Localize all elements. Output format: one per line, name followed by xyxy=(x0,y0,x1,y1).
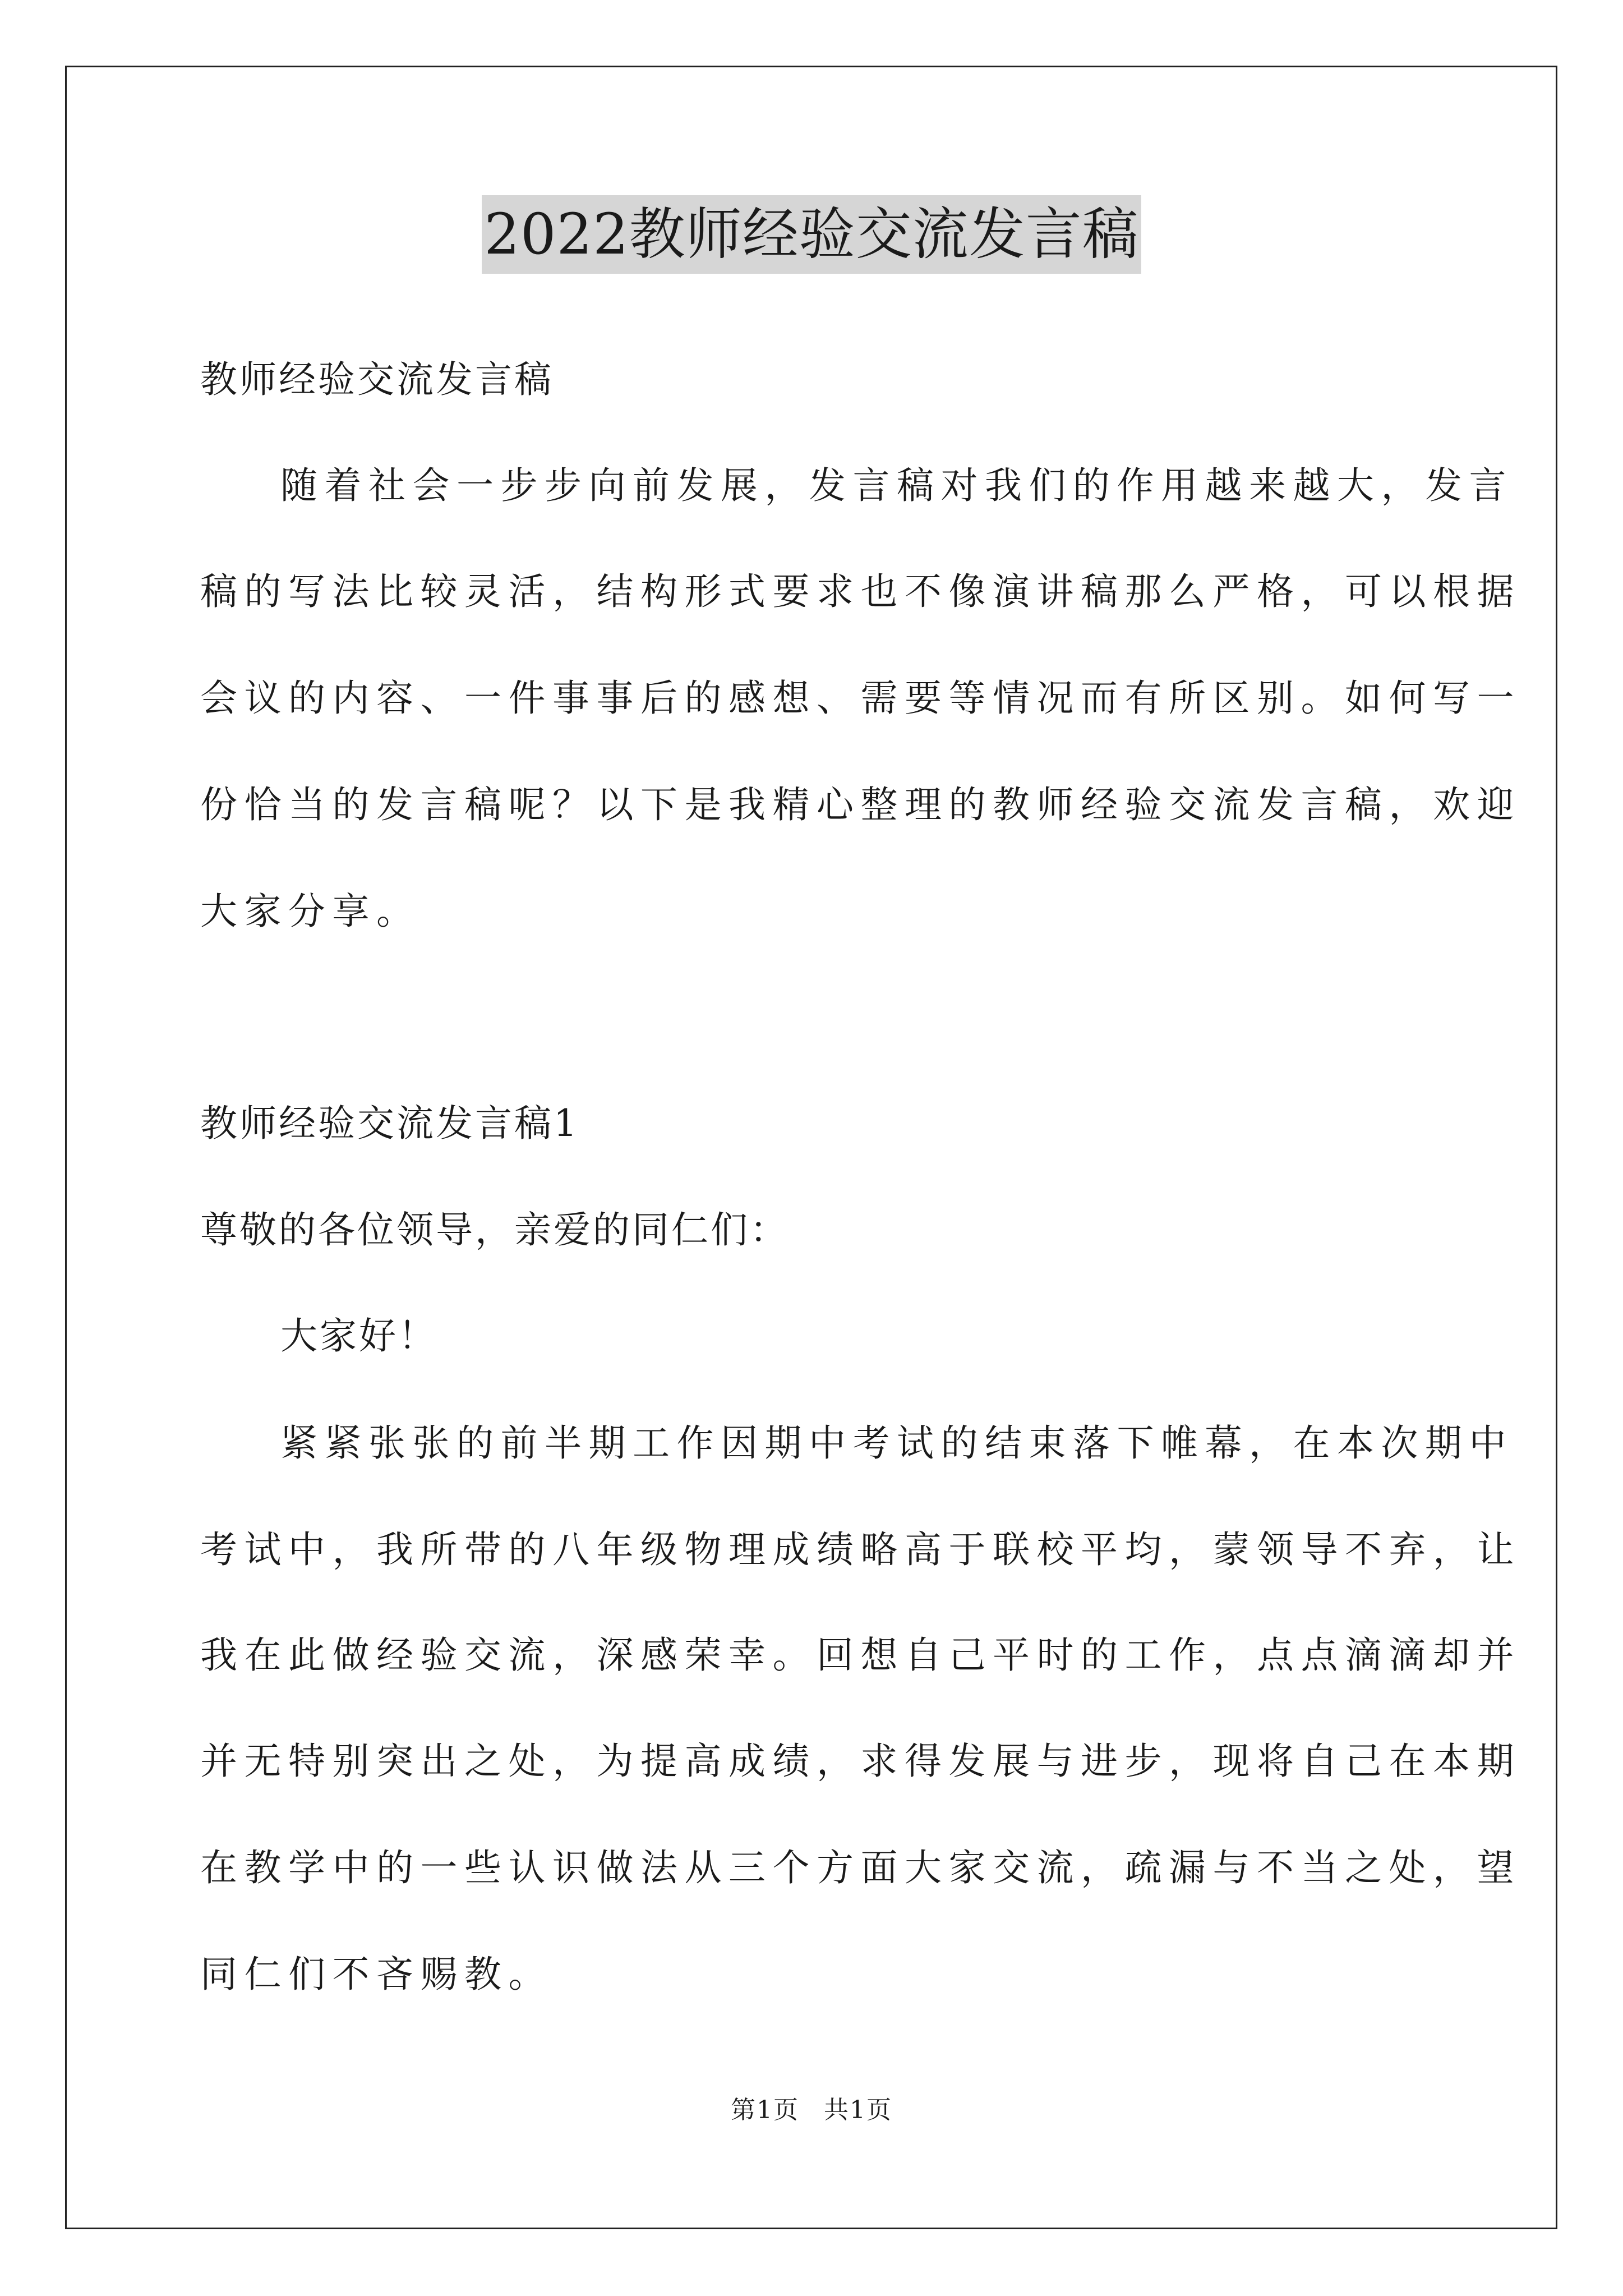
body-line: 我在此做经验交流，深感荣幸。回想自己平时的工作，点点滴滴却并 xyxy=(200,1634,1521,1677)
document-title: 2022教师经验交流发言稿 xyxy=(482,195,1141,274)
greeting: 大家好！ xyxy=(280,1314,437,1358)
salutation: 尊敬的各位领导，亲爱的同仁们： xyxy=(200,1208,789,1251)
page-total: 共1页 xyxy=(824,2096,892,2124)
intro-line: 随着社会一步步向前发展，发言稿对我们的作用越来越大，发言 xyxy=(280,464,1513,507)
intro-line: 会议的内容、一件事事后的感想、需要等情况而有所区别。如何写一 xyxy=(200,677,1521,720)
body-line: 并无特别突出之处，为提高成绩，求得发展与进步，现将自己在本期 xyxy=(200,1740,1521,1783)
document-heading: 教师经验交流发言稿 xyxy=(200,358,554,401)
title-container xyxy=(0,195,1623,274)
body-line: 同仁们不吝赐教。 xyxy=(200,1953,552,1996)
body-line: 在教学中的一些认识做法从三个方面大家交流，疏漏与不当之处，望 xyxy=(200,1846,1521,1889)
body-line: 紧紧张张的前半期工作因期中考试的结束落下帷幕，在本次期中 xyxy=(280,1421,1513,1465)
section-title: 教师经验交流发言稿1 xyxy=(200,1102,579,1145)
intro-line: 份恰当的发言稿呢？以下是我精心整理的教师经验交流发言稿，欢迎 xyxy=(200,783,1521,826)
intro-line: 稿的写法比较灵活，结构形式要求也不像演讲稿那么严格，可以根据 xyxy=(200,570,1521,613)
intro-line: 大家分享。 xyxy=(200,890,421,933)
page-number: 第1页 xyxy=(731,2096,799,2124)
page-footer xyxy=(0,2093,1623,2127)
body-line: 考试中，我所带的八年级物理成绩略高于联校平均，蒙领导不弃，让 xyxy=(200,1528,1521,1571)
